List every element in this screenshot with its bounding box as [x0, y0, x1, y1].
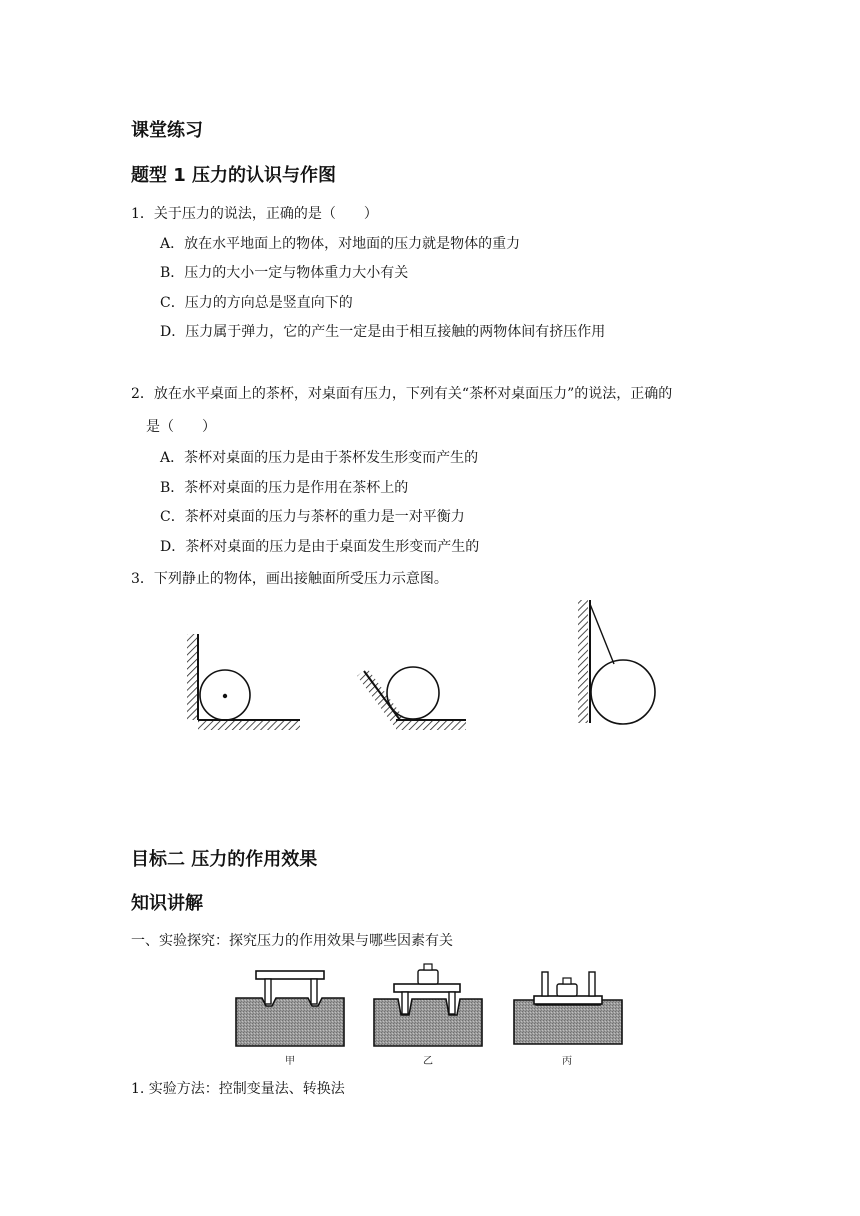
question-1-option-d: D．压力属于弹力，它的产生一定是由于相互接触的两物体间有挤压作用	[160, 324, 606, 340]
question-2-stem-line-1: 2．放在水平桌面上的茶杯，对桌面有压力，下列有关“茶杯对桌面压力”的说法，正确的	[131, 386, 673, 402]
question-1-option-a: A．放在水平地面上的物体，对地面的压力就是物体的重力	[160, 236, 521, 252]
caption-yi: 乙	[423, 1056, 433, 1067]
experiment-figure-jia	[236, 971, 344, 1046]
question-1-stem: 1．关于压力的说法，正确的是（ ）	[131, 206, 378, 222]
experiment-figure-bing	[514, 972, 622, 1044]
question-1-option-b: B．压力的大小一定与物体重力大小有关	[160, 265, 409, 281]
question-2-stem-line-2: 是（ ）	[146, 419, 216, 435]
method-text: 1. 实验方法：控制变量法、转换法	[131, 1081, 345, 1097]
question-2-option-c: C．茶杯对桌面的压力与茶杯的重力是一对平衡力	[160, 509, 465, 525]
question-2-option-d: D．茶杯对桌面的压力是由于桌面发生形变而产生的	[160, 539, 480, 555]
goal-title: 目标二 压力的作用效果	[131, 849, 318, 870]
question-1-option-c: C．压力的方向总是竖直向下的	[160, 295, 353, 311]
caption-bing: 丙	[562, 1056, 572, 1067]
experiment-figure-yi	[374, 964, 482, 1046]
caption-jia: 甲	[285, 1056, 295, 1067]
question-3-stem: 3．下列静止的物体，画出接触面所受压力示意图。	[131, 571, 448, 587]
knowledge-title: 知识讲解	[131, 893, 203, 914]
question-2-option-b: B．茶杯对桌面的压力是作用在茶杯上的	[160, 480, 409, 496]
question-type-heading: 题型 1 压力的认识与作图	[131, 165, 337, 186]
question-2-option-a: A．茶杯对桌面的压力是由于茶杯发生形变而产生的	[160, 450, 479, 466]
section-title: 课堂练习	[131, 120, 203, 141]
experiment-title: 一、实验探究：探究压力的作用效果与哪些因素有关	[131, 933, 453, 949]
